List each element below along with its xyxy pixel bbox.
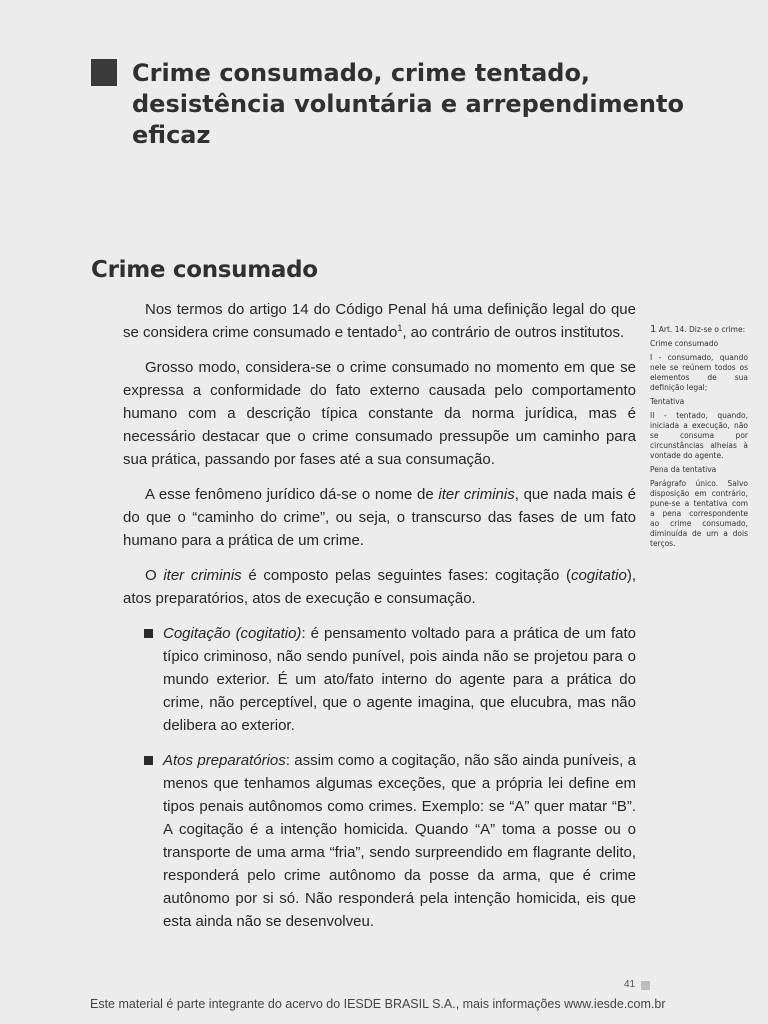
footnote-intro [650,325,748,335]
phase-text: : assim como a cogitação, não são ainda puníveis, a menos que tenhamos algumas exceções, que a própria lei define em tipos penais autônomos como crimes. Exemplo: se “A” quer matar “B”. A cogitação é a intenção homicida. Quando “A” toma a posse ou o transporte de uma arma “fria”, sendo surpreendido em flagrante delito, responderá pelo crime autônomo da posse da arma, que é crime autônomo por si só. Não responderá pela intenção homicida, eis que esta ainda não se desenvolveu. [163,752,636,930]
paragraph-2: Grosso modo, considera-se o crime consumado no momento em que se expressa a conformidade do fato externo causada pelo comportamento humano com a descrição típica constante da norma jurídica, mas é necessário destacar que o crime consumado pressupõe um caminho para sua prática, passando por fases até a sua consumação. [123,359,636,468]
page-marker-square [641,981,650,990]
phase-text: : é pensamento voltado para a prática de um fato típico criminoso, não sendo punível, pois ainda não se projetou para o mundo exterior. É um ato/fato interno do agente para a prática do crime, não perceptível, que o agente imagina, que elucubra, mas não delibera ao exterior. [163,625,637,734]
paragraph-4-term: iter criminis [163,567,242,584]
footnote-heading-consumado: Crime consumado [650,339,719,348]
footnote-text-consumado: I - consumado, quando nele se reúnem todos os elementos de sua definição legal; [650,353,748,392]
paragraph-3 [123,483,636,552]
paragraph-4-text-a: O [145,567,164,584]
footer-text: Este material é parte integrante do acervo do IESDE BRASIL S.A., mais informações www.iesde.com.br [90,997,666,1011]
paragraph-4 [123,564,636,610]
chapter-marker-square [91,59,117,86]
paragraph-1 [123,298,636,344]
paragraph-4-text-c: ), atos preparatórios, atos de execução e consumação. [123,567,636,607]
body-text [123,298,636,945]
paragraph-1-text-a: Nos termos do artigo 14 do Código Penal há uma definição legal do que se considera crime consumado e tentado [123,301,636,341]
paragraph-3-text-b: , que nada mais é do que o “caminho do crime”, ou seja, o transcurso das fases de um fato humano para a prática de um crime. [123,486,636,549]
paragraph-3-term: iter criminis [438,486,515,503]
paragraph-3-text-a: A esse fenômeno jurídico dá-se o nome de [145,486,439,503]
footnote-intro-text: Art. 14. Diz-se o crime: [658,325,746,334]
footnote-heading-tentativa: Tentativa [650,397,685,406]
chapter-title: Crime consumado, crime tentado, desistência voluntária e arrependimento eficaz [132,59,684,149]
page-number: 41 [624,979,636,990]
square-bullet-icon [144,629,153,638]
paragraph-1-text-b: , ao contrário de outros institutos. [402,324,625,341]
phase-list [123,622,636,933]
phase-term: Atos preparatórios [163,752,286,769]
paragraph-4-text-b: é composto pelas seguintes fases: cogitação ( [241,567,571,584]
phase-term: Cogitação (cogitatio) [163,625,302,642]
paragraph-4-latin: cogitatio [570,567,627,584]
section-title: Crime consumado [91,257,318,283]
footnote-text-tentativa: II - tentado, quando, iniciada a execução, não se consuma por circunstâncias alheias à vontade do agente. [650,411,748,460]
square-bullet-icon [144,756,153,765]
footnote-ref: 1 [397,323,403,333]
list-item [123,622,636,737]
footnote-sidebar [650,325,748,553]
footnote-number: 1 [650,324,657,335]
list-item [123,749,636,933]
footnote-text-pena: Parágrafo único. Salvo disposição em contrário, pune-se a tentativa com a pena correspondente ao crime consumado, diminuída de um a dois terços. [650,479,748,548]
footnote-heading-pena: Pena da tentativa [650,465,717,474]
